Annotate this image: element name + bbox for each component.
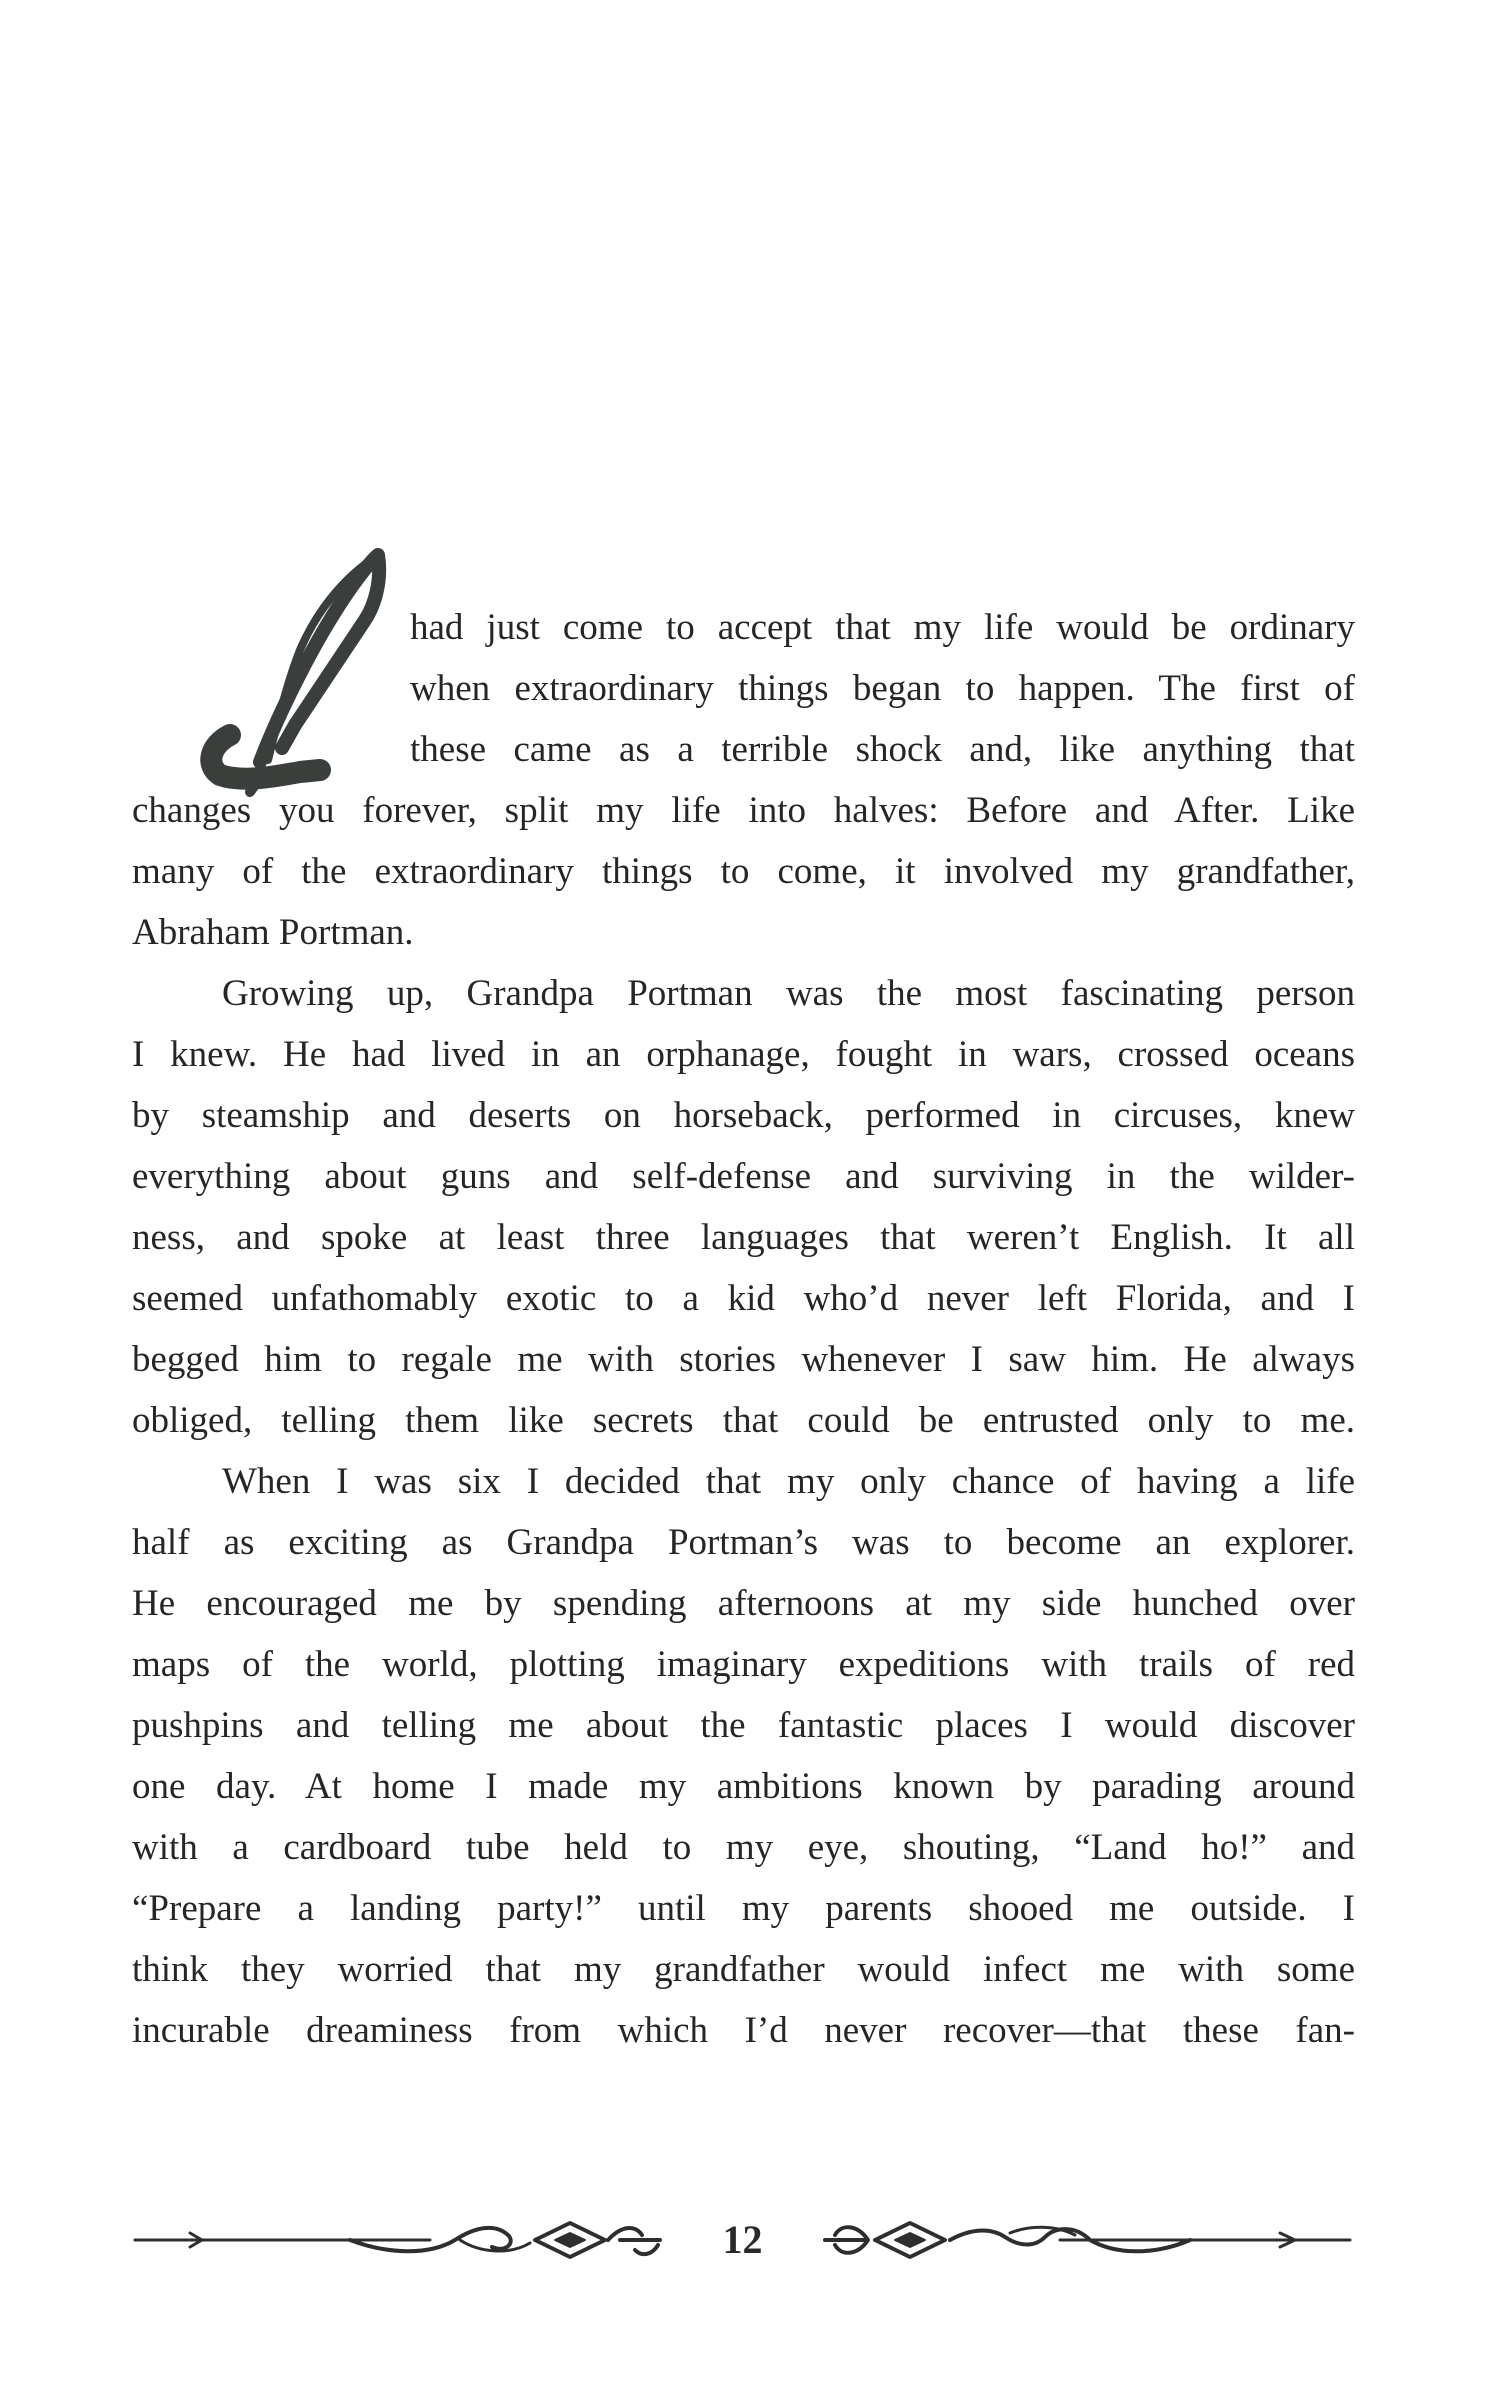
text-line: pushpins and telling me about the fantastic places I would discover [132,1705,1355,1746]
text-line: maps of the world, plotting imaginary expeditions with trails of red [132,1644,1355,1685]
text-line: think they worried that my grandfather would infect me with some [132,1949,1355,1990]
text-line: obliged, telling them like secrets that could be entrusted only to me. [132,1400,1355,1441]
text-line: “Prepare a landing party!” until my parents shooed me outside. I [132,1888,1355,1929]
text-line: ness, and spoke at least three languages that weren’t English. It all [132,1217,1355,1258]
text-line: He encouraged me by spending afternoons at my side hunched over [132,1583,1355,1624]
text-line: many of the extraordinary things to come, it involved my grandfather, [132,851,1355,892]
paragraph-first-line: Growing up, Grandpa Portman was the most fascinating person [222,973,1355,1014]
text-line: begged him to regale me with stories whenever I saw him. He always [132,1339,1355,1380]
text-line: seemed unfathomably exotic to a kid who’d never left Florida, and I [132,1278,1355,1319]
text-line: everything about guns and self-defense and surviving in the wilder- [132,1156,1355,1197]
text-line: had just come to accept that my life would be ordinary [410,607,1355,648]
text-line: by steamship and deserts on horseback, performed in circuses, knew [132,1095,1355,1136]
page-number: 12 [722,2217,763,2262]
dropcap-letter-i [110,520,410,820]
text-line: I knew. He had lived in an orphanage, fought in wars, crossed oceans [132,1034,1355,1075]
text-line: incurable dreaminess from which I’d never recover—that these fan- [132,2010,1355,2051]
page-footer [130,2195,1355,2285]
text-line: one day. At home I made my ambitions known by parading around [132,1766,1355,1807]
text-line: half as exciting as Grandpa Portman’s was to become an explorer. [132,1522,1355,1563]
text-line: when extraordinary things began to happen. The first of [410,668,1355,709]
text-line: changes you forever, split my life into halves: Before and After. Like [132,790,1355,831]
paragraph-first-line: When I was six I decided that my only chance of having a life [222,1461,1355,1502]
text-line: with a cardboard tube held to my eye, shouting, “Land ho!” and [132,1827,1355,1868]
text-line: Abraham Portman. [132,912,414,953]
text-line: these came as a terrible shock and, like anything that [410,729,1355,770]
